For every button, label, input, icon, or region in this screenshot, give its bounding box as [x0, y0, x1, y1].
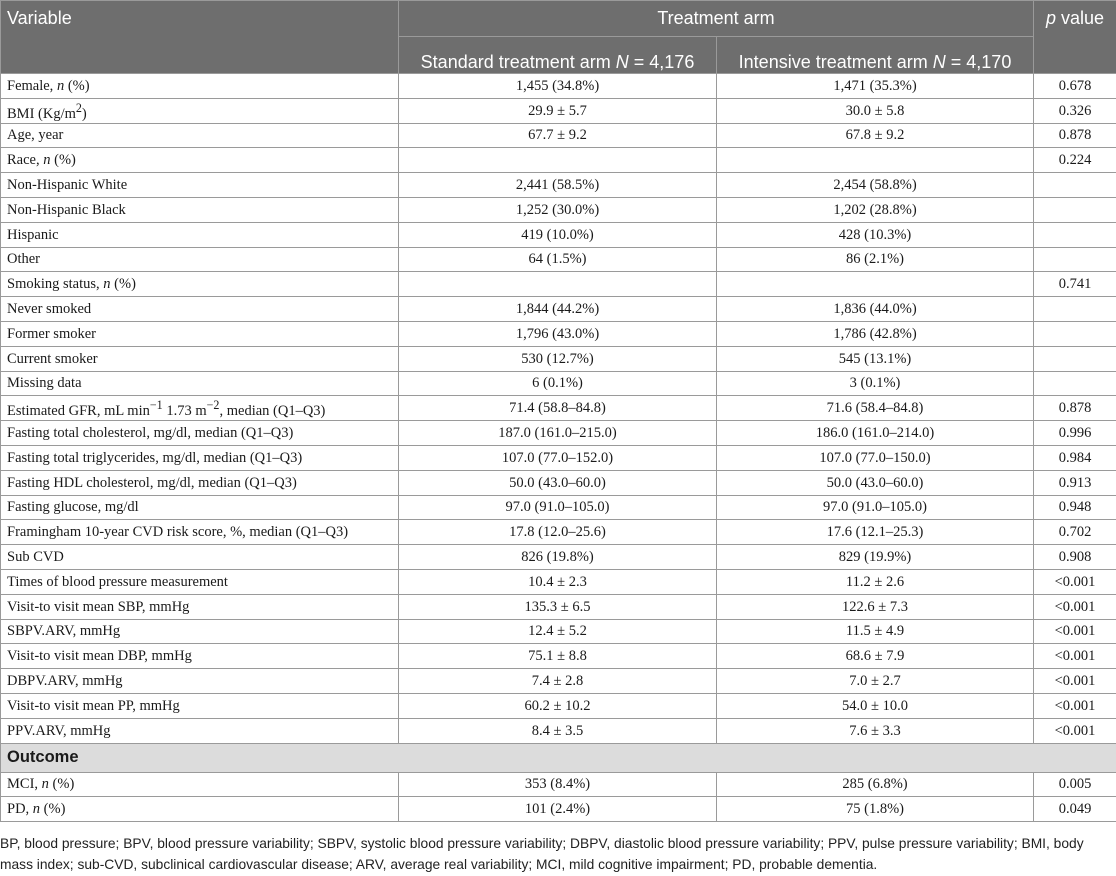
standard-value: 6 (0.1%): [399, 371, 717, 396]
table-row: [1, 148, 1116, 173]
row-label: Non-Hispanic Black: [1, 197, 399, 222]
standard-value: 12.4 ± 5.2: [399, 619, 717, 644]
p-value-header: p value: [1034, 1, 1116, 74]
row-label: Never smoked: [1, 297, 399, 322]
standard-value: 826 (19.8%): [399, 545, 717, 570]
row-label: SBPV.ARV, mmHg: [1, 619, 399, 644]
intensive-value: 107.0 (77.0–150.0): [717, 445, 1034, 470]
row-label: Age, year: [1, 123, 399, 148]
variable-header: Variable: [1, 1, 399, 74]
p-value: [1034, 247, 1116, 272]
standard-value: 75.1 ± 8.8: [399, 644, 717, 669]
intensive-value: 1,471 (35.3%): [717, 74, 1034, 99]
standard-value: 60.2 ± 10.2: [399, 693, 717, 718]
intensive-value: 428 (10.3%): [717, 222, 1034, 247]
p-value: 0.678: [1034, 74, 1116, 99]
standard-value: 67.7 ± 9.2: [399, 123, 717, 148]
intensive-value: 68.6 ± 7.9: [717, 644, 1034, 669]
table-row: [1, 321, 1116, 346]
p-value: [1034, 346, 1116, 371]
table-row: [1, 470, 1116, 495]
row-label: Former smoker: [1, 321, 399, 346]
standard-value: 17.8 (12.0–25.6): [399, 520, 717, 545]
table-row: [1, 693, 1116, 718]
standard-value: 1,252 (30.0%): [399, 197, 717, 222]
standard-value: [399, 272, 717, 297]
standard-arm-header: Standard treatment arm N = 4,176: [399, 37, 717, 74]
intensive-value: 11.5 ± 4.9: [717, 619, 1034, 644]
p-value: [1034, 321, 1116, 346]
p-value: 0.878: [1034, 396, 1116, 421]
intensive-value: 17.6 (12.1–25.3): [717, 520, 1034, 545]
row-label: BMI $(Kg/m^2)$: [1, 98, 399, 123]
intensive-value: [717, 148, 1034, 173]
table-row: [1, 520, 1116, 545]
standard-value: [399, 148, 717, 173]
table-row: [1, 495, 1116, 520]
table-row: [1, 797, 1116, 822]
p-value: [1034, 371, 1116, 396]
row-label: Race, n (%): [1, 148, 399, 173]
table-row: [1, 669, 1116, 694]
p-value: <0.001: [1034, 594, 1116, 619]
row-label: Female, n (%): [1, 74, 399, 99]
intensive-value: [717, 272, 1034, 297]
intensive-value: 54.0 ± 10.0: [717, 693, 1034, 718]
intensive-value: 829 (19.9%): [717, 545, 1034, 570]
p-value: 0.741: [1034, 272, 1116, 297]
table-row: [1, 297, 1116, 322]
row-label: Fasting total cholesterol, mg/dl, median (Q1–Q3): [1, 421, 399, 446]
p-value: 0.984: [1034, 445, 1116, 470]
intensive-value: 1,786 (42.8%): [717, 321, 1034, 346]
standard-value: 50.0 (43.0–60.0): [399, 470, 717, 495]
intensive-value: 285 (6.8%): [717, 772, 1034, 797]
standard-value: 71.4 (58.8–84.8): [399, 396, 717, 421]
footnote: BP, blood pressure; BPV, blood pressure variability; SBPV, systolic blood pressure variability; DBPV, diastolic blood pressure variability; PPV, pulse pressure variability; BMI, body mass index; sub-CVD, subclinical cardiovascular disease; ARV, average real variability; MCI, mild cognitive impairment; PD, probable dementia.: [0, 836, 1084, 872]
row-label: MCI, n (%): [1, 772, 399, 797]
standard-value: 530 (12.7%): [399, 346, 717, 371]
intensive-value: 50.0 (43.0–60.0): [717, 470, 1034, 495]
table-row: [1, 445, 1116, 470]
table-row: [1, 619, 1116, 644]
table-row: [1, 197, 1116, 222]
row-label: PD, n (%): [1, 797, 399, 822]
p-value: <0.001: [1034, 718, 1116, 743]
p-value: 0.702: [1034, 520, 1116, 545]
standard-value: 7.4 ± 2.8: [399, 669, 717, 694]
standard-value: 10.4 ± 2.3: [399, 569, 717, 594]
standard-value: 8.4 ± 3.5: [399, 718, 717, 743]
table-body: [1, 74, 1116, 822]
standard-value: 419 (10.0%): [399, 222, 717, 247]
table-row: [1, 98, 1116, 123]
table-row: [1, 247, 1116, 272]
standard-value: 135.3 ± 6.5: [399, 594, 717, 619]
table-row: [1, 772, 1116, 797]
header-row-1: [1, 1, 1116, 37]
row-label: Hispanic: [1, 222, 399, 247]
intensive-arm-header: Intensive treatment arm N = 4,170: [717, 37, 1034, 74]
row-label: Fasting glucose, mg/dl: [1, 495, 399, 520]
row-label: Times of blood pressure measurement: [1, 569, 399, 594]
outcome-section-row: [1, 743, 1116, 772]
row-label: Visit-to visit mean PP, mmHg: [1, 693, 399, 718]
standard-value: 97.0 (91.0–105.0): [399, 495, 717, 520]
p-value: [1034, 222, 1116, 247]
table-row: [1, 594, 1116, 619]
intensive-value: 2,454 (58.8%): [717, 173, 1034, 198]
standard-value: 1,844 (44.2%): [399, 297, 717, 322]
table-row: [1, 371, 1116, 396]
table-row: [1, 718, 1116, 743]
p-value: 0.908: [1034, 545, 1116, 570]
intensive-value: 1,202 (28.8%): [717, 197, 1034, 222]
table-row: [1, 222, 1116, 247]
p-value: 0.005: [1034, 772, 1116, 797]
standard-value: 1,796 (43.0%): [399, 321, 717, 346]
p-value: 0.913: [1034, 470, 1116, 495]
p-value: [1034, 297, 1116, 322]
p-value: [1034, 197, 1116, 222]
table-row: [1, 272, 1116, 297]
p-value: 0.878: [1034, 123, 1116, 148]
table-row: [1, 396, 1116, 421]
outcome-section-label: Outcome: [1, 743, 1116, 772]
row-label: Missing data: [1, 371, 399, 396]
table-row: [1, 569, 1116, 594]
intensive-value: 67.8 ± 9.2: [717, 123, 1034, 148]
p-value: <0.001: [1034, 644, 1116, 669]
intensive-value: 30.0 ± 5.8: [717, 98, 1034, 123]
intensive-value: 186.0 (161.0–214.0): [717, 421, 1034, 446]
row-label: DBPV.ARV, mmHg: [1, 669, 399, 694]
row-label: Visit-to visit mean SBP, mmHg: [1, 594, 399, 619]
intensive-value: 75 (1.8%): [717, 797, 1034, 822]
standard-value: 107.0 (77.0–152.0): [399, 445, 717, 470]
intensive-value: 7.6 ± 3.3: [717, 718, 1034, 743]
intensive-value: 545 (13.1%): [717, 346, 1034, 371]
row-label: Current smoker: [1, 346, 399, 371]
row-label: PPV.ARV, mmHg: [1, 718, 399, 743]
row-label: Non-Hispanic White: [1, 173, 399, 198]
standard-value: 2,441 (58.5%): [399, 173, 717, 198]
p-value: <0.001: [1034, 669, 1116, 694]
row-label: Other: [1, 247, 399, 272]
p-value: 0.948: [1034, 495, 1116, 520]
p-value: <0.001: [1034, 619, 1116, 644]
standard-value: 353 (8.4%): [399, 772, 717, 797]
standard-value: 187.0 (161.0–215.0): [399, 421, 717, 446]
p-value: <0.001: [1034, 569, 1116, 594]
standard-value: 64 (1.5%): [399, 247, 717, 272]
intensive-value: 86 (2.1%): [717, 247, 1034, 272]
intensive-value: 3 (0.1%): [717, 371, 1034, 396]
intensive-value: 1,836 (44.0%): [717, 297, 1034, 322]
intensive-value: 97.0 (91.0–105.0): [717, 495, 1034, 520]
row-label: Visit-to visit mean DBP, mmHg: [1, 644, 399, 669]
intensive-value: 71.6 (58.4–84.8): [717, 396, 1034, 421]
standard-value: 1,455 (34.8%): [399, 74, 717, 99]
row-label: Framingham 10-year CVD risk score, %, median (Q1–Q3): [1, 520, 399, 545]
standard-value: 101 (2.4%): [399, 797, 717, 822]
intensive-value: 122.6 ± 7.3: [717, 594, 1034, 619]
table-row: [1, 545, 1116, 570]
p-value: 0.224: [1034, 148, 1116, 173]
table-row: [1, 644, 1116, 669]
table-row: [1, 123, 1116, 148]
treatment-arm-header: Treatment arm: [399, 1, 1034, 37]
p-value: 0.049: [1034, 797, 1116, 822]
p-value: [1034, 173, 1116, 198]
table-row: [1, 346, 1116, 371]
row-label: Estimated GFR, mL $\min^{-1} 1.73$ $m^{-2}$, median (Q1–Q3): [1, 396, 399, 421]
table-row: [1, 173, 1116, 198]
standard-value: 29.9 ± 5.7: [399, 98, 717, 123]
p-value: <0.001: [1034, 693, 1116, 718]
intensive-value: 7.0 ± 2.7: [717, 669, 1034, 694]
p-value: 0.996: [1034, 421, 1116, 446]
row-label: Sub CVD: [1, 545, 399, 570]
p-value: 0.326: [1034, 98, 1116, 123]
intensive-value: 11.2 ± 2.6: [717, 569, 1034, 594]
row-label: Fasting HDL cholesterol, mg/dl, median (Q1–Q3): [1, 470, 399, 495]
table-row: [1, 74, 1116, 99]
row-label: Fasting total triglycerides, mg/dl, median (Q1–Q3): [1, 445, 399, 470]
row-label: Smoking status, n (%): [1, 272, 399, 297]
table-row: [1, 421, 1116, 446]
